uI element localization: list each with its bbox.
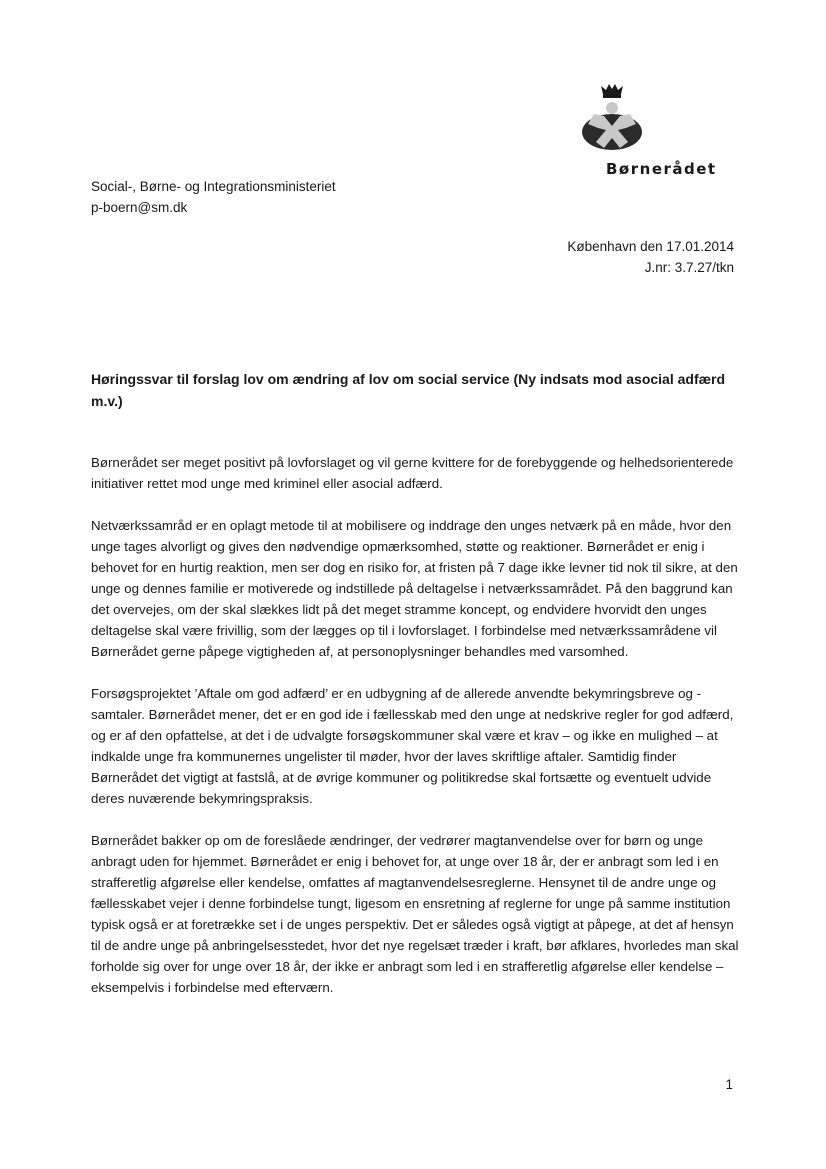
- org-name: Børnerådet: [606, 160, 717, 178]
- recipient-block: [91, 176, 336, 218]
- journal-number: J.nr: 3.7.27/tkn: [644, 260, 734, 275]
- page-number: 1: [725, 1077, 733, 1092]
- place-date: København den 17.01.2014: [567, 239, 734, 254]
- paragraph: Forsøgsprojektet ’Aftale om god adfærd’ er en udbygning af de allerede anvendte bekymringsbreve og -samtaler. Børnerådet mener, det er en god ide i fællesskab med den unge at nedskrive regler for god adfærd, og er af den opfattelse, at det i de udvalgte forsøgskommuner skal være et krav – og ikke en mulighed – at indkalde unge fra kommunernes ungelister til møder, hvor der laves skriftlige aftaler. Samtidig finder Børnerådet det vigtigt at fastslå, at de øvrige kommuner og politikredse skal fortsætte og eventuelt udvide deres nuværende bekymringspraksis.: [91, 686, 734, 806]
- paragraph: Børnerådet bakker op om de foreslåede ændringer, der vedrører magtanvendelse over for børn og unge anbragt uden for hjemmet. Børnerådet er enig i behovet for, at unge over 18 år, der er anbragt som led i en strafferetlig afgørelse eller kendelse, omfattes af magtanvendelsesreglerne. Hensynet til de andre unge og fællesskabet vejer i denne forbindelse tungt, ligesom en ensretning af reglerne for unge på samme institution typisk også er at foretrække set i de unges perspektiv. Det er således også vigtigt at påpege, at det af hensyn til de andre unge på anbringelsesstedet, hvor det nye regelsæt træder i kraft, bør afklares, hvorledes man skal forholde sig over for unge over 18 år, der ikke er anbragt som led i en strafferetlig afgørelse eller kendelse – eksempelvis i forbindelse med efterværn.: [91, 833, 739, 995]
- date-block: [567, 236, 734, 278]
- letter-subject: Høringssvar til forslag lov om ændring af lov om social service (Ny indsats mod asocial adfærd m.v.): [91, 371, 726, 409]
- letter-body: [91, 452, 741, 1019]
- paragraph: Netværkssamråd er en oplagt metode til at mobilisere og inddrage den unges netværk på en måde, hvor den unge tages alvorligt og gives den nødvendige opmærksomhed, støtte og reaktioner. Børnerådet er enig i behovet for en hurtig reaktion, men ser dog en risiko for, at fristen på 7 dage ikke levner tid nok til sikre, at den unge og dennes familie er motiverede og indstillede på deltagelse i netværkssamrådet. På den baggrund kan det overvejes, om der skal slækkes lidt på det meget stramme koncept, og endvidere hvorvidt den unges deltagelse skal være frivillig, som der lægges op til i lovforslaget. I forbindelse med netværkssamrådene vil Børnerådet gerne påpege vigtigheden af, at personoplysninger behandles med varsomhed.: [91, 518, 738, 659]
- recipient-name: Social-, Børne- og Integrationsministeriet: [91, 179, 336, 194]
- crown-child-logo-icon: [580, 84, 644, 154]
- recipient-email: p-boern@sm.dk: [91, 200, 188, 215]
- paragraph: Børnerådet ser meget positivt på lovforslaget og vil gerne kvittere for de forebyggende og helhedsorienterede initiativer rettet mod unge med kriminel eller asocial adfærd.: [91, 455, 734, 491]
